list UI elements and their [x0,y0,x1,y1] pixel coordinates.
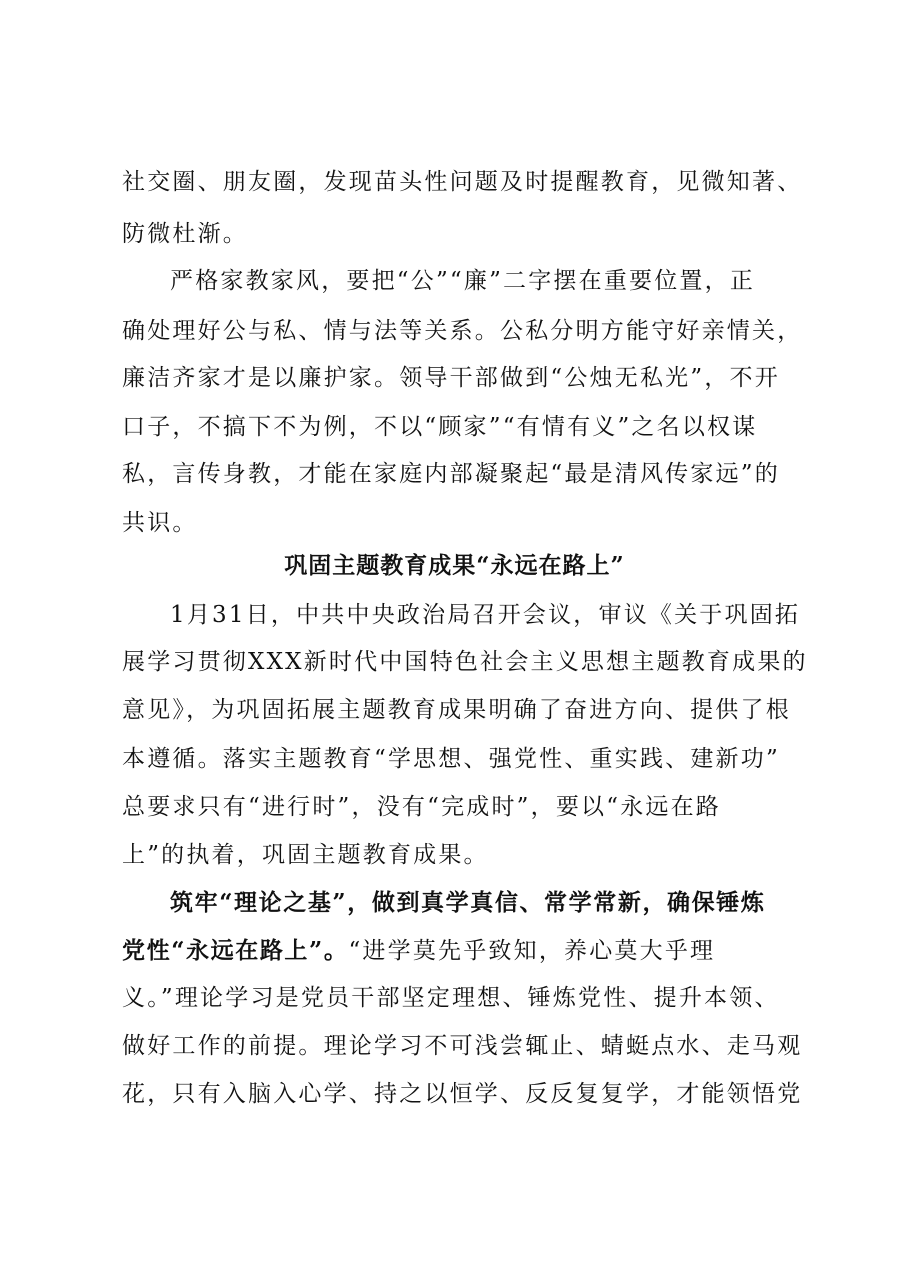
paragraph4-line-2-rest: “进学莫先乎致知，养心莫大乎理 [348,938,716,964]
paragraph4-line-4: 做好工作的前提。理论学习不可浅尝辄止、蜻蜓点水、走马观 [122,1033,803,1059]
section-heading: 巩固主题教育成果“永远在路上” [284,552,625,579]
paragraph3-line-1: 1月31日，中共中央政治局召开会议，审议《关于巩固拓 [170,602,801,628]
paragraph4-line-5: 花，只有入脑入心学、持之以恒学、反反复复学，才能领悟党 [122,1081,803,1107]
paragraph3-line-4: 本遵循。落实主题教育“学思想、强党性、重实践、建新功” [122,746,780,772]
paragraph4-line-3: 义。”理论学习是党员干部坚定理想、锤炼党性、提升本领、 [122,985,780,1011]
paragraph2-line-2: 确处理好公与私、情与法等关系。公私分明方能守好亲情关， [122,318,803,344]
paragraph1-line-2: 防微杜渐。 [122,221,248,247]
paragraph3-line-6: 上”的执着，巩固主题教育成果。 [122,842,489,868]
paragraph3-line-5: 总要求只有“进行时”，没有“完成时”，要以“永远在路 [122,794,721,820]
paragraph2-line-1: 严格家教家风，要把“公”“廉”二字摆在重要位置，正 [170,268,756,294]
paragraph2-line-4: 口子，不搞下不为例，不以“顾家”“有情有义”之名以权谋 [122,414,758,440]
paragraph3-line-3: 意见》，为巩固拓展主题教育成果明确了奋进方向、提供了根 [122,697,791,723]
paragraph3-line-2: 展学习贯彻XXX新时代中国特色社会主义思想主题教育成果的 [122,649,808,675]
paragraph4-line-2 [122,939,715,963]
paragraph4-bold-line-2: 党性“永远在路上”。 [122,937,349,964]
paragraph4-bold-line-1: 筑牢“理论之基”，做到真学真信、常学常新，确保锤炼 [170,889,766,916]
paragraph2-line-5: 私，言传身教，才能在家庭内部凝聚起“最是清风传家远”的 [122,461,780,487]
paragraph2-line-6: 共识。 [122,510,198,536]
paragraph1-line-1: 社交圈、朋友圈，发现苗头性问题及时提醒教育，见微知著、 [122,169,803,195]
paragraph2-line-3: 廉洁齐家才是以廉护家。领导干部做到“公烛无私光”，不开 [122,365,780,391]
